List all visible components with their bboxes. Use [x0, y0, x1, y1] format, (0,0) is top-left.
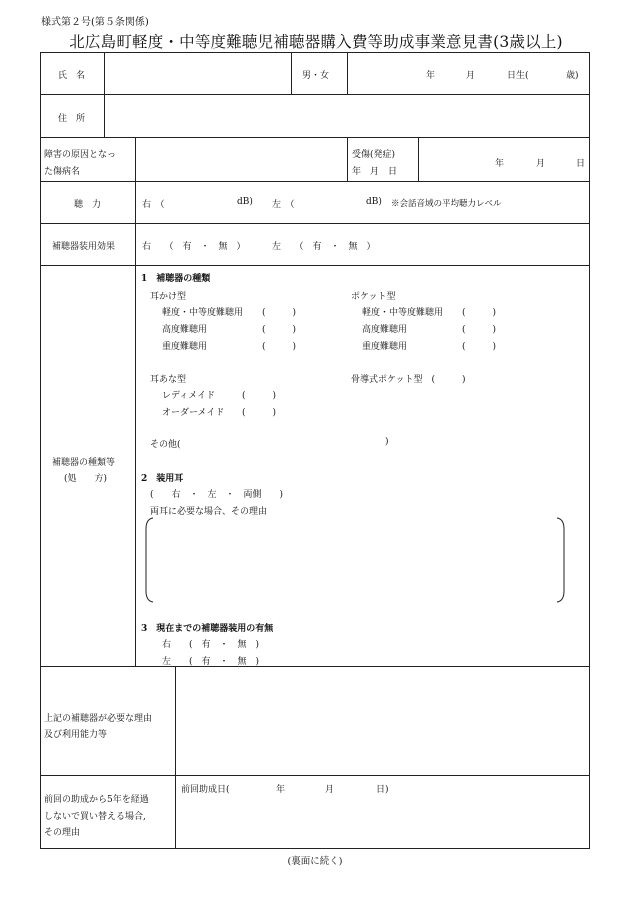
effect-label: 補聴器装用効果	[52, 242, 116, 252]
prev-year-label: 年	[276, 785, 286, 795]
in-ear-order: オーダーメイド	[162, 408, 225, 418]
address-field[interactable]	[106, 96, 588, 135]
history-left[interactable]: 左 ( 有 ・ 無 )	[162, 657, 260, 667]
section-3-title: 3 現在までの補聴器装用の有無	[141, 624, 274, 634]
in-ear-ready: レディメイド	[162, 391, 216, 401]
birth-year-label: 年	[426, 71, 436, 81]
onset-day-label: 日	[576, 159, 586, 169]
row-divider	[40, 666, 590, 667]
replace-label-2: しないで買い替える場合,	[44, 812, 146, 822]
row-divider	[40, 137, 590, 138]
pocket-mild-check[interactable]: ( )	[462, 308, 497, 318]
ear-hook-severe-check[interactable]: ( )	[262, 342, 297, 352]
type-label-1: 補聴器の種類等	[52, 458, 116, 468]
reason-field[interactable]	[177, 668, 588, 773]
bone-pocket[interactable]: 骨導式ポケット型 ( )	[351, 375, 466, 385]
ear-hook-high-check[interactable]: ( )	[262, 325, 297, 335]
cause-label-1: 障害の原因となっ	[44, 150, 117, 160]
in-ear-order-check[interactable]: ( )	[242, 408, 277, 418]
other-open[interactable]: その他(	[150, 440, 181, 450]
section-2-title: 2 装用耳	[141, 474, 184, 484]
pocket-high-check[interactable]: ( )	[462, 325, 497, 335]
onset-year-label: 年	[495, 159, 505, 169]
row-divider	[40, 223, 590, 224]
ear-hook-high: 高度難聴用	[162, 325, 208, 335]
other-close: )	[385, 437, 389, 447]
cause-field[interactable]	[137, 139, 345, 179]
hearing-label: 聴 力	[74, 200, 102, 210]
row-divider	[40, 181, 590, 182]
ear-hook-severe: 重度難聴用	[162, 342, 208, 352]
hearing-right-label: 右 （	[142, 200, 165, 210]
col-divider	[347, 137, 348, 181]
name-field[interactable]	[106, 54, 289, 92]
row-divider	[40, 775, 590, 776]
both-ears-reason-field[interactable]	[154, 520, 556, 600]
row-divider	[40, 265, 590, 266]
reason-label-1: 上記の補聴器が必要な理由	[44, 714, 153, 724]
prev-day-label: 日)	[376, 785, 389, 795]
col-divider	[135, 137, 136, 666]
type-label-2: (処 方)	[64, 474, 108, 484]
prev-month-label: 月	[325, 785, 335, 795]
replace-label-1: 前回の助成から5年を経過	[44, 795, 149, 805]
section-1-title: 1 補聴器の種類	[141, 274, 211, 284]
reason-label-2: 及び利用能力等	[44, 730, 108, 740]
cause-label-2: た傷病名	[44, 167, 81, 177]
page-title: 北広島町軽度・中等度難聴児補聴器購入費等助成事業意見書(3歳以上)	[69, 33, 563, 51]
pocket-heading: ポケット型	[351, 292, 396, 302]
in-ear-heading: 耳あな型	[150, 375, 187, 385]
ear-hook-heading: 耳かけ型	[150, 292, 187, 302]
onset-label-2: 年 月 日	[352, 167, 398, 177]
effect-left[interactable]: 左 （ 有 ・ 無 ）	[272, 242, 376, 252]
birth-day-label: 日生(	[507, 71, 529, 81]
age-unit-label: 歳)	[566, 71, 579, 81]
pocket-severe: 重度難聴用	[362, 342, 408, 352]
pocket-mild: 軽度・中等度難聴用	[362, 308, 444, 318]
sex-select[interactable]: 男・女	[302, 71, 330, 81]
replace-reason-field[interactable]	[177, 797, 588, 847]
col-divider	[175, 666, 176, 849]
birth-month-label: 月	[466, 71, 476, 81]
pocket-severe-check[interactable]: ( )	[462, 342, 497, 352]
ear-choice[interactable]: ( 右 ・ 左 ・ 両側 )	[150, 490, 284, 500]
continued-note: (裏面に続く)	[287, 856, 343, 867]
hearing-note: ※会話音域の平均聴力レベル	[391, 199, 502, 209]
address-label: 住 所	[58, 114, 86, 124]
onset-label-1: 受傷(発症)	[352, 150, 396, 160]
ear-hook-mild-check[interactable]: ( )	[262, 308, 297, 318]
both-ears-reason-label: 両耳に必要な場合、その理由	[150, 507, 268, 517]
col-divider	[104, 52, 105, 137]
col-divider	[418, 137, 419, 181]
hearing-left-label: 左 （	[272, 200, 295, 210]
col-divider	[291, 52, 292, 94]
hearing-left-unit: dB)	[366, 197, 382, 207]
in-ear-ready-check[interactable]: ( )	[242, 391, 277, 401]
pocket-high: 高度難聴用	[362, 325, 408, 335]
history-right[interactable]: 右 ( 有 ・ 無 )	[162, 640, 260, 650]
effect-right[interactable]: 右 （ 有 ・ 無 ）	[142, 242, 246, 252]
prev-date-label: 前回助成日(	[181, 785, 230, 795]
name-label: 氏 名	[58, 71, 86, 81]
onset-month-label: 月	[536, 159, 546, 169]
form-number: 様式第２号(第５条関係)	[41, 17, 149, 28]
hearing-right-unit: dB)	[237, 197, 253, 207]
replace-label-3: その理由	[44, 828, 81, 838]
ear-hook-mild: 軽度・中等度難聴用	[162, 308, 244, 318]
col-divider	[347, 52, 348, 94]
row-divider	[40, 94, 590, 95]
